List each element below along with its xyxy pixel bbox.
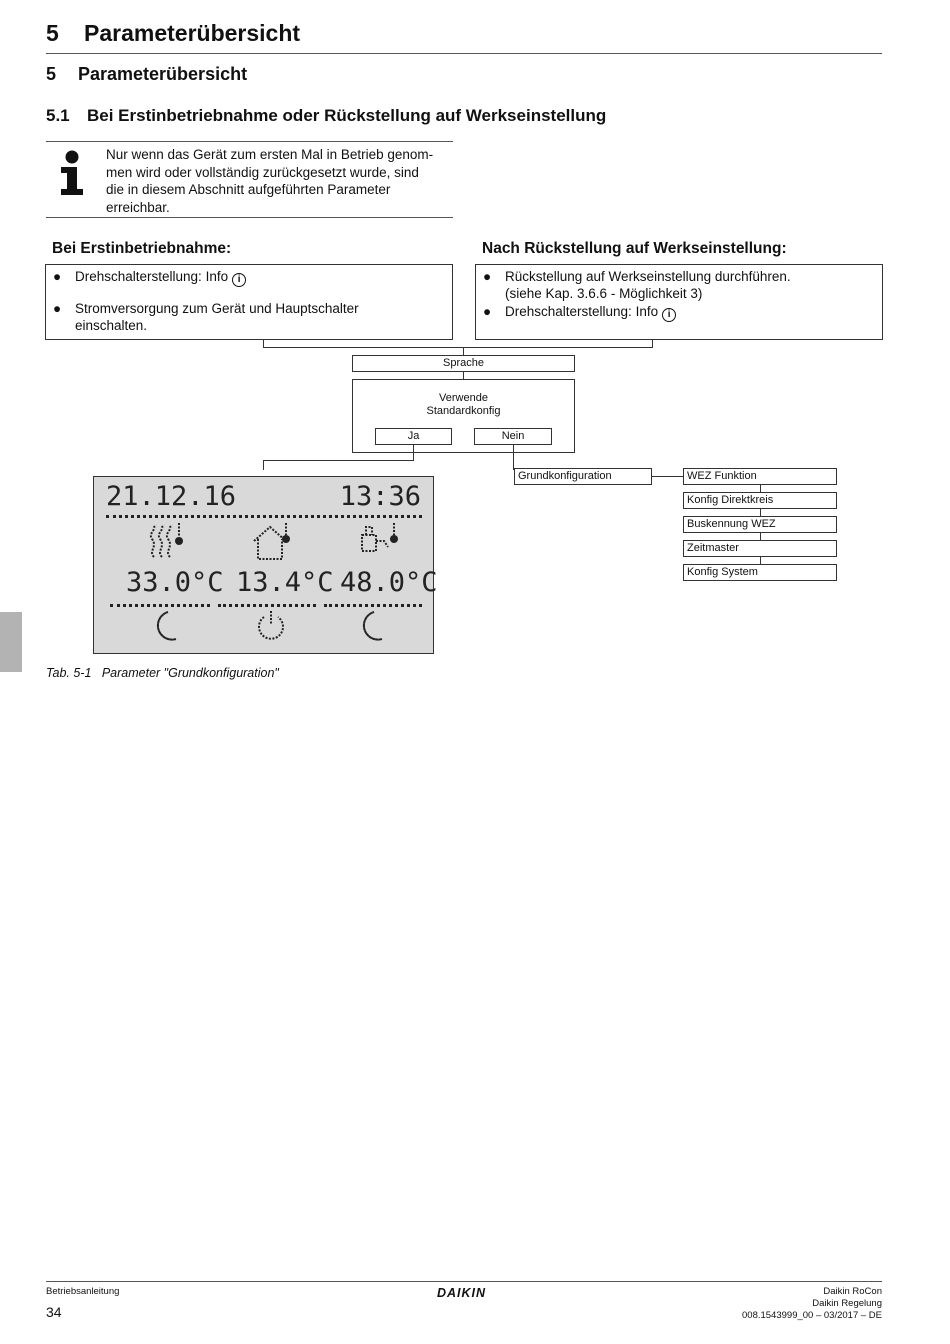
footer-rule (46, 1281, 882, 1282)
lcd-underline (324, 604, 422, 607)
section-title: Parameterübersicht (78, 64, 248, 84)
footer-doc-number: 008.1543999_00 – 03/2017 – DE (742, 1310, 882, 1321)
chapter-heading (46, 20, 300, 47)
bullet: ● (483, 269, 492, 284)
lcd-display (93, 476, 438, 654)
note-top-rule (46, 141, 453, 142)
ja-option: Ja (375, 428, 452, 445)
nein-option: Nein (474, 428, 552, 445)
info-circle-icon: i (232, 273, 246, 287)
right-condition-box (475, 264, 883, 340)
page-number: 34 (46, 1304, 62, 1320)
bullet: ● (53, 301, 62, 316)
lcd-underline (110, 604, 210, 607)
moon-icon (150, 609, 180, 643)
sprache-box: Sprache (352, 355, 575, 372)
note-line: men wird oder vollständig zurückgesetzt wurde, sind (106, 164, 419, 180)
connector-line (463, 372, 464, 379)
connector-line (263, 347, 653, 348)
note-bottom-rule (46, 217, 453, 218)
lcd-divider (106, 515, 422, 518)
item-text: Stromversorgung zum Gerät und Hauptschalter (75, 301, 359, 316)
footer-subtitle: Daikin Regelung (812, 1298, 882, 1309)
param-konfig-system: Konfig System (683, 564, 837, 581)
footer-doc-type: Betriebsanleitung (46, 1286, 120, 1297)
chapter-title: Parameterübersicht (84, 20, 301, 46)
right-column-title: Nach Rückstellung auf Werkseinstellung: (482, 240, 787, 257)
chapter-number: 5 (46, 20, 59, 46)
subsection-number: 5.1 (46, 106, 70, 125)
header-rule (46, 53, 882, 54)
daikin-logo: DAIKIN (437, 1286, 487, 1300)
note-line: Nur wenn das Gerät zum ersten Mal in Betrieb genom- (106, 147, 434, 162)
item-text: einschalten. (75, 318, 148, 333)
grundkonfiguration-box: Grundkonfiguration (514, 468, 652, 485)
chapter-side-tab (0, 612, 22, 672)
subsection-heading (46, 106, 606, 126)
note-text (106, 146, 456, 216)
note-line: die in diesem Abschnitt aufgeführten Parameter (106, 182, 391, 197)
item-text: Drehschalterstellung: Info (75, 269, 229, 284)
heating-icon (146, 521, 188, 561)
left-column-title: Bei Erstinbetriebnahme: (52, 240, 232, 257)
question-line: Standardkonfig (426, 405, 501, 417)
section-heading (46, 64, 247, 85)
footer-product: Daikin RoCon (823, 1286, 882, 1297)
connector-line (463, 347, 464, 355)
section-number: 5 (46, 64, 57, 84)
item-text: (siehe Kap. 3.6.6 - Möglichkeit 3) (505, 286, 703, 301)
connector-line (513, 445, 514, 460)
bullet: ● (53, 269, 62, 284)
standardkonfig-question (353, 392, 574, 418)
left-condition-box (45, 264, 453, 340)
connector-line (263, 460, 414, 461)
item-text: Rückstellung auf Werkseinstellung durchführen. (505, 269, 791, 284)
table-caption (46, 666, 279, 680)
caption-label: Tab. 5-1 (46, 666, 92, 680)
lcd-time: 13:36 (339, 481, 421, 512)
question-line: Verwende (439, 392, 488, 404)
info-icon (56, 150, 88, 196)
info-circle-icon: i (662, 308, 676, 322)
note-line: erreichbar. (106, 199, 170, 215)
param-konfig-direktkreis: Konfig Direktkreis (683, 492, 837, 509)
caption-text: Parameter "Grundkonfiguration" (101, 666, 279, 680)
power-icon (254, 609, 288, 643)
footer-right (742, 1286, 882, 1322)
lcd-temp-1: 33.0°C (126, 567, 224, 598)
subsection-title: Bei Erstinbetriebnahme oder Rückstellung auf Werkseinstellung (87, 106, 607, 125)
connector-line (263, 460, 264, 470)
connector-line (413, 445, 414, 460)
connector-line (652, 476, 683, 477)
house-icon (250, 521, 294, 561)
bullet: ● (483, 304, 492, 319)
lcd-temp-3: 48.0°C (340, 567, 438, 598)
param-buskennung-wez: Buskennung WEZ (683, 516, 837, 533)
param-wez-funktion: WEZ Funktion (683, 468, 837, 485)
lcd-date: 21.12.16 (106, 481, 237, 512)
param-zeitmaster: Zeitmaster (683, 540, 837, 557)
lcd-underline (218, 604, 316, 607)
item-text: Drehschalterstellung: Info (505, 304, 659, 319)
hot-water-icon (358, 521, 402, 561)
moon-icon (356, 609, 386, 643)
lcd-temp-2: 13.4°C (236, 567, 334, 598)
